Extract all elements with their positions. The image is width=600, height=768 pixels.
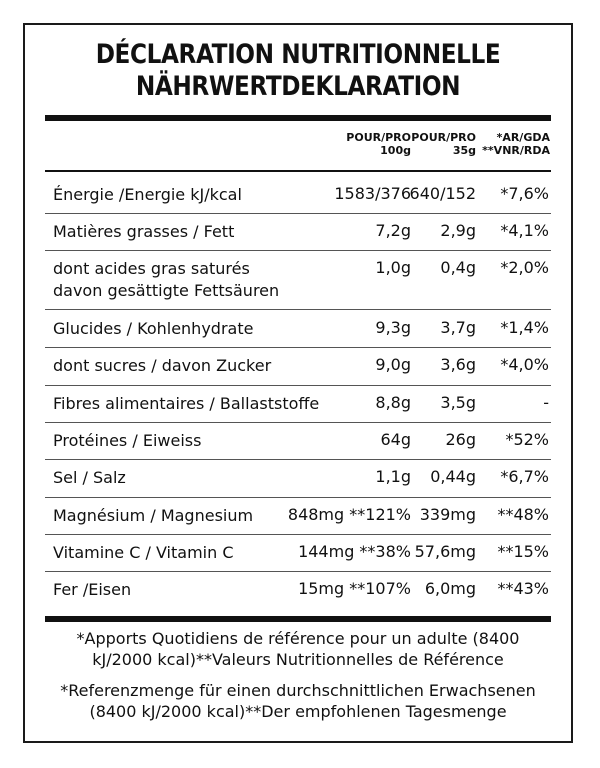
row-divider (45, 459, 551, 460)
value-per-100g: 1,0g (375, 258, 411, 277)
value-percent: *7,6% (500, 184, 549, 203)
row-divider (45, 347, 551, 348)
value-per-100g: 848mg **121% (287, 505, 411, 524)
value-per-100g: 9,0g (375, 355, 411, 374)
value-per-35g: 339mg (419, 505, 476, 524)
row-divider (45, 422, 551, 423)
value-per-100g: 64g (380, 430, 411, 449)
nutrient-label-german: davon gesättigte Fettsäuren (53, 281, 280, 300)
value-percent: *2,0% (500, 258, 549, 277)
nutrient-label: Fibres alimentaires / Ballaststoffe (53, 394, 320, 413)
row-divider (45, 571, 551, 572)
value-percent: *6,7% (500, 467, 549, 486)
value-percent: - (543, 393, 549, 412)
row-divider (45, 213, 551, 214)
value-per-35g: 0,44g (430, 467, 476, 486)
nutrient-label: Glucides / Kohlenhydrate (53, 319, 254, 338)
table-row (45, 318, 551, 340)
row-divider (45, 250, 551, 251)
value-percent: **15% (497, 542, 549, 561)
value-per-35g: 2,9g (440, 221, 476, 240)
value-per-35g: 3,7g (440, 318, 476, 337)
value-percent: **48% (497, 505, 549, 524)
value-per-100g: 9,3g (375, 318, 411, 337)
row-divider (45, 534, 551, 535)
value-percent: *4,1% (500, 221, 549, 240)
value-per-35g: 640/152 (409, 184, 476, 203)
footnote-german: *Referenzmenge für einen durchschnittlichen Erwachsenen (8400 kJ/2000 kcal)**Der empfohlenen Tagesmenge (60, 681, 536, 721)
table-row (45, 467, 551, 489)
table-row (45, 355, 551, 377)
table-row (45, 579, 551, 601)
column-header-35g: POUR/PRO 35g (411, 131, 476, 157)
value-per-35g: 3,6g (440, 355, 476, 374)
nutrient-label: Matières grasses / Fett (53, 222, 235, 241)
value-per-100g: 1583/376 (334, 184, 411, 203)
value-per-100g: 8,8g (375, 393, 411, 412)
row-divider (45, 309, 551, 310)
value-per-100g: 7,2g (375, 221, 411, 240)
value-per-35g: 0,4g (440, 258, 476, 277)
table-top-rule (45, 170, 551, 172)
title-french: DÉCLARATION NUTRITIONNELLE (95, 39, 501, 70)
value-per-35g: 57,6mg (414, 542, 476, 561)
title-german: NÄHRWERTDEKLARATION (135, 71, 461, 102)
value-per-100g: 144mg **38% (298, 542, 411, 561)
row-divider (45, 497, 551, 498)
header-rule (45, 115, 551, 121)
value-percent: *1,4% (500, 318, 549, 337)
nutrient-label: Protéines / Eiweiss (53, 431, 202, 450)
table-row (45, 184, 551, 206)
value-percent: *4,0% (500, 355, 549, 374)
value-per-100g: 15mg **107% (298, 579, 411, 598)
table-row (45, 221, 551, 243)
table-row (45, 430, 551, 452)
nutrition-panel (23, 23, 573, 743)
value-percent: **43% (497, 579, 549, 598)
footnote-french: *Apports Quotidiens de référence pour un adulte (8400 kJ/2000 kcal)**Valeurs Nutritionnelles de Référence (76, 629, 520, 669)
value-per-35g: 3,5g (440, 393, 476, 412)
footer-rule (45, 616, 551, 622)
value-per-100g: 1,1g (375, 467, 411, 486)
nutrient-label: Magnésium / Magnesium (53, 506, 254, 525)
nutrient-label: Sel / Salz (53, 468, 126, 487)
value-per-35g: 26g (445, 430, 476, 449)
table-row (45, 258, 551, 302)
nutrient-label: dont acides gras saturés (53, 259, 250, 278)
table-row (45, 393, 551, 415)
column-header-100g: POUR/PRO 100g (346, 131, 411, 157)
nutrient-label: Énergie /Energie kJ/kcal (53, 185, 242, 204)
column-header-reference: *AR/GDA **VNR/RDA (482, 131, 550, 157)
table-row (45, 505, 551, 527)
row-divider (45, 385, 551, 386)
value-per-35g: 6,0mg (424, 579, 476, 598)
nutrient-label: dont sucres / davon Zucker (53, 356, 272, 375)
nutrient-label: Fer /Eisen (53, 580, 132, 599)
value-percent: *52% (505, 430, 549, 449)
table-row (45, 542, 551, 564)
nutrient-label: Vitamine C / Vitamin C (53, 543, 234, 562)
